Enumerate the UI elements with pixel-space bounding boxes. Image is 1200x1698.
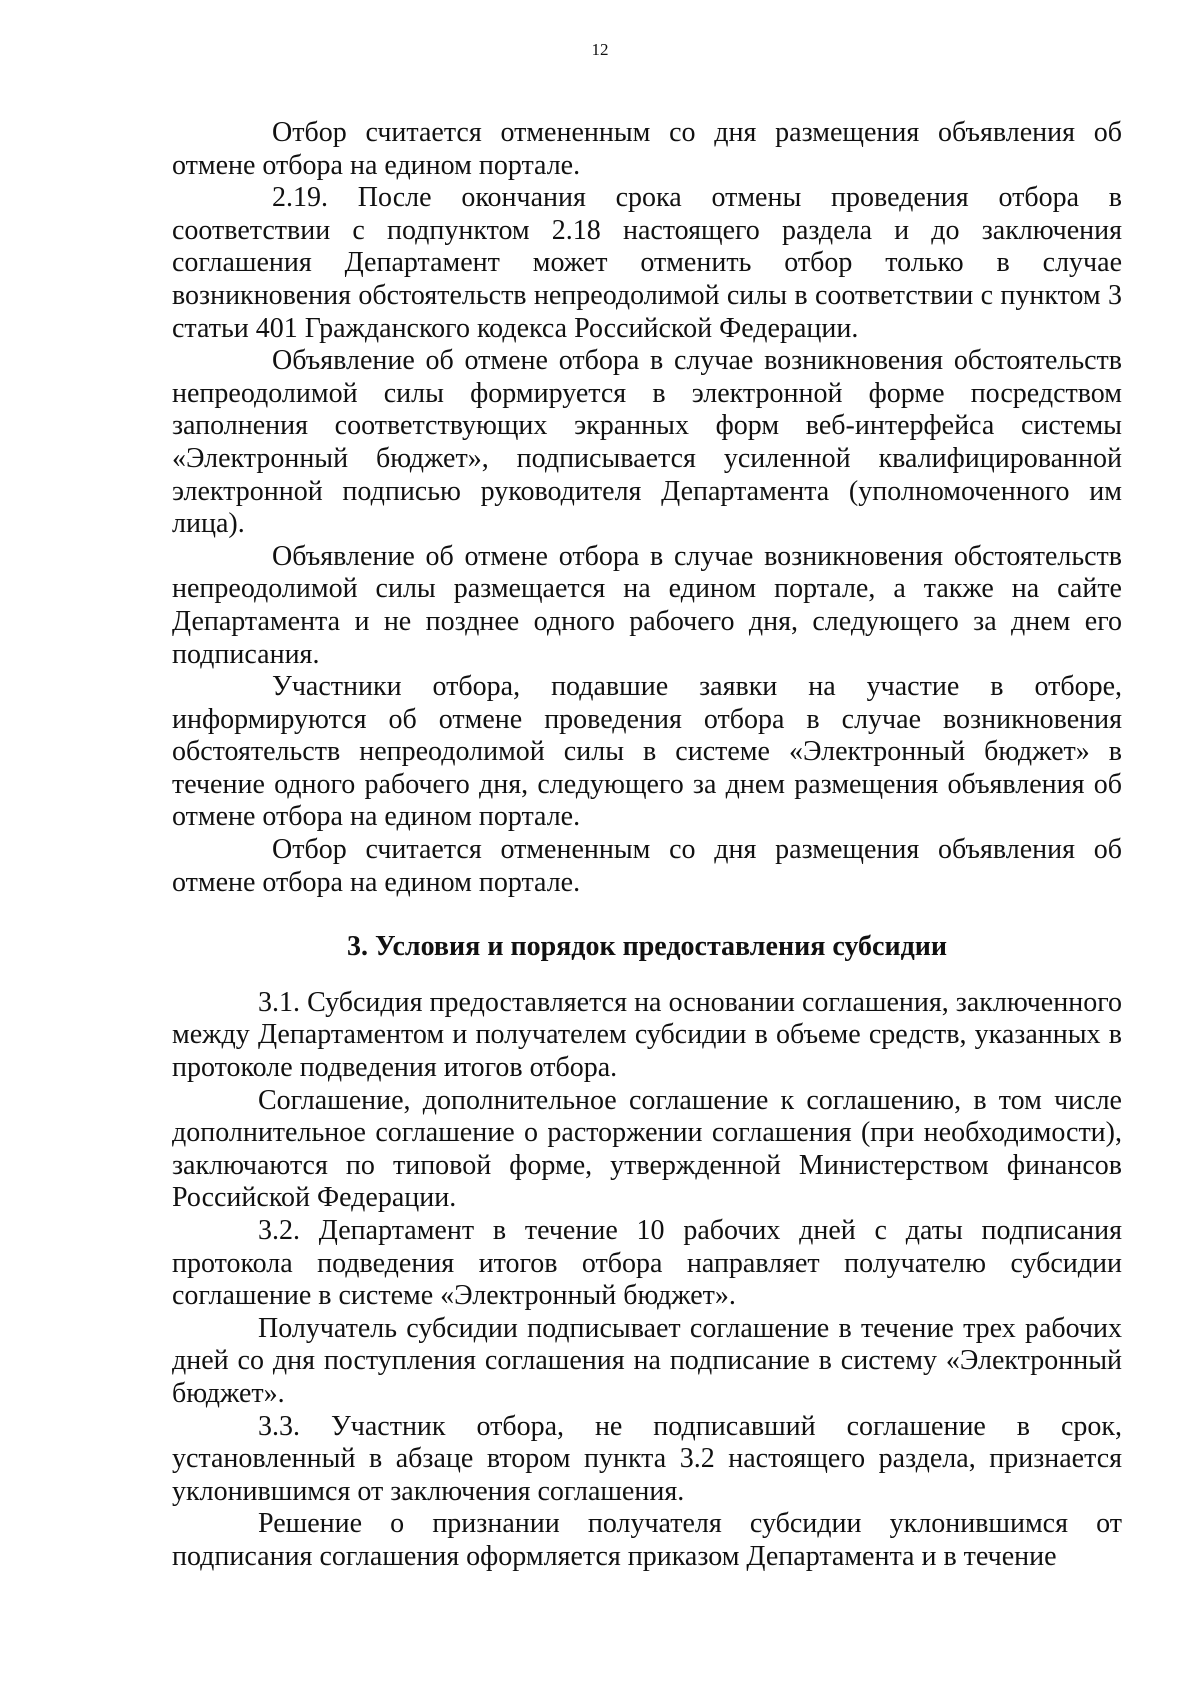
paragraph: Решение о признании получателя субсидии уклонившимся от подписания соглашения оформляется приказом Департамента и в течение	[172, 1508, 1122, 1572]
paragraph: Отбор считается отмененным со дня размещения объявления об отмене отбора на едином портале.	[172, 117, 1122, 181]
paragraph: Соглашение, дополнительное соглашение к соглашению, в том числе дополнительное соглашение о расторжении соглашения (при необходимости), заключаются по типовой форме, утвержденной Министерством финансов Российской Федерации.	[172, 1084, 1122, 1214]
paragraph: Отбор считается отмененным со дня размещения объявления об отмене отбора на едином портале.	[172, 834, 1122, 898]
document-body	[172, 117, 1122, 1574]
paragraph: 3.3. Участник отбора, не подписавший соглашение в срок, установленный в абзаце втором пункта 3.2 настоящего раздела, признается уклонившимся от заключения соглашения.	[172, 1410, 1122, 1507]
paragraph: Объявление об отмене отбора в случае возникновения обстоятельств непреодолимой силы размещается на едином портале, а также на сайте Департамента и не позднее одного рабочего дня, следующего за днем его подписания.	[172, 540, 1122, 670]
paragraph: 3.2. Департамент в течение 10 рабочих дней с даты подписания протокола подведения итогов отбора направляет получателю субсидии соглашение в системе «Электронный бюджет».	[172, 1215, 1122, 1312]
paragraph: 3.1. Субсидия предоставляется на основании соглашения, заключенного между Департаментом и получателем субсидии в объеме средств, указанных в протоколе подведения итогов отбора.	[172, 986, 1122, 1084]
paragraph: 2.19. После окончания срока отмены проведения отбора в соответствии с подпунктом 2.18 настоящего раздела и до заключения соглашения Департамент может отменить отбор только в случае возникновения обстоятельств непреодолимой силы в соответствии с пунктом 3 статьи 401 Гражданского кодекса Российской Федерации.	[172, 182, 1122, 344]
paragraph: Получатель субсидии подписывает соглашение в течение трех рабочих дней со дня поступления соглашения на подписание в систему «Электронный бюджет».	[172, 1312, 1122, 1409]
paragraph: Участники отбора, подавшие заявки на участие в отборе, информируются об отмене проведения отбора в случае возникновения обстоятельств непреодолимой силы в системе «Электронный бюджет» в течение одного рабочего дня, следующего за днем размещения объявления об отмене отбора на едином портале.	[172, 671, 1122, 833]
page-number: 12	[591, 40, 609, 59]
paragraph: Объявление об отмене отбора в случае возникновения обстоятельств непреодолимой силы формируется в электронной форме посредством заполнения соответствующих экранных форм веб-интерфейса системы «Электронный бюджет», подписывается усиленной квалифицированной электронной подписью руководителя Департамента (уполномоченного им лица).	[172, 345, 1122, 540]
section-heading: 3. Условия и порядок предоставления субсидии	[346, 931, 948, 963]
